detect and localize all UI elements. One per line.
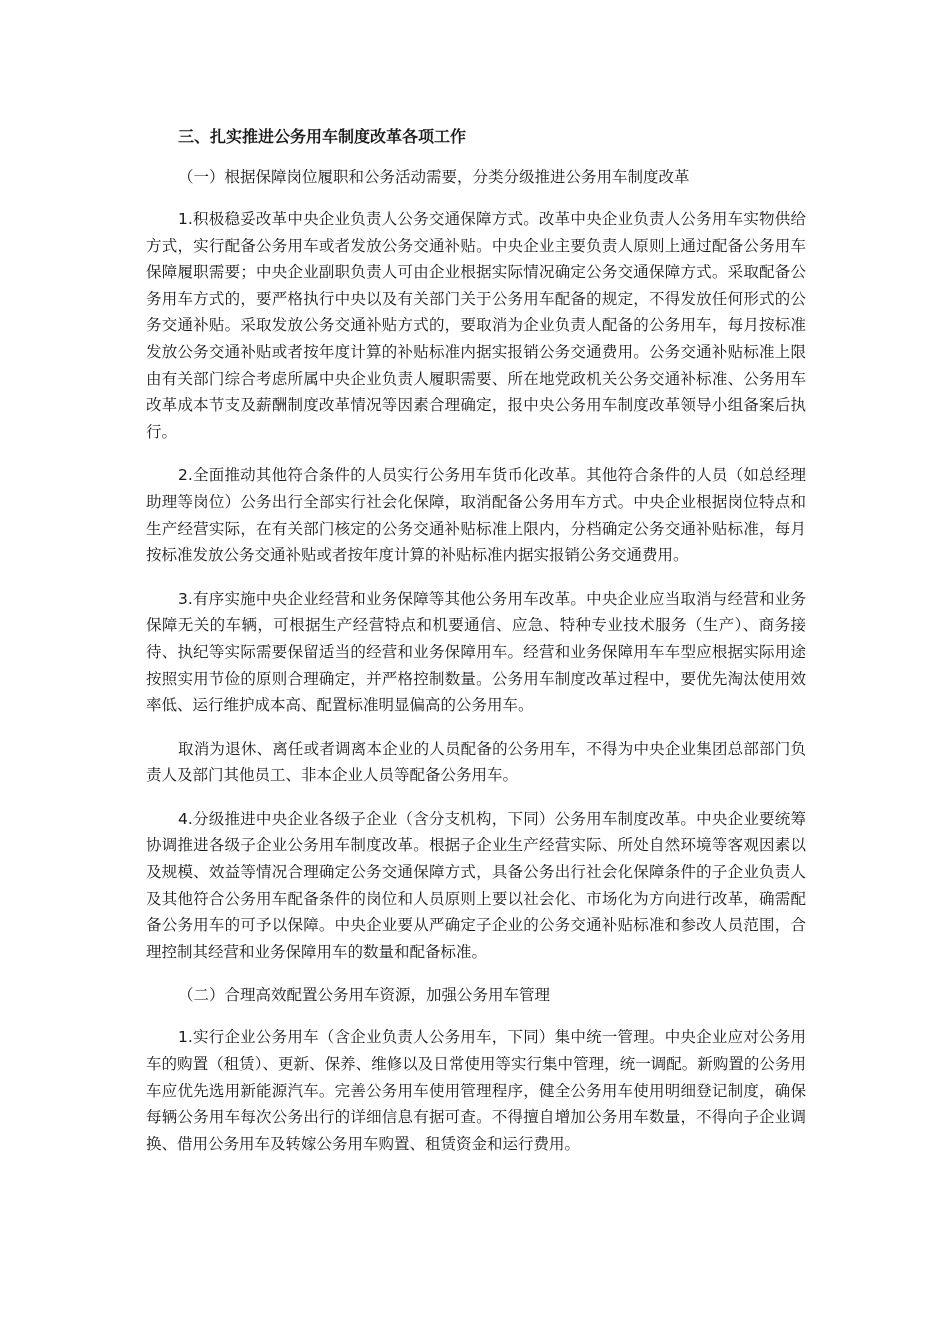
paragraph-1: 1.积极稳妥改革中央企业负责人公务交通保障方式。改革中央企业负责人公务用车实物供给方式，实行配备公务用车或者发放公务交通补贴。中央企业主要负责人原则上通过配备公务用车保障履职需要；中央企业副职负责人可由企业根据实际情况确定公务交通保障方式。采取配备公务用车方式的，要严格执行中央以及有关部门关于公务用车配备的规定，不得发放任何形式的公务交通补贴。采取发放公务交通补贴方式的，要取消为企业负责人配备的公务用车，每月按标准发放公务交通补贴或者按年度计算的补贴标准内据实报销公务交通费用。公务交通补贴标准上限由有关部门综合考虑所属中央企业负责人履职需要、所在地党政机关公务交通补标准、公务用车改革成本节支及薪酬制度改革情况等因素合理确定，报中央公务用车制度改革领导小组备案后执行。 (146, 210, 806, 441)
paragraph-6: 1.实行企业公务用车（含企业负责人公务用车，下同）集中统一管理。中央企业应对公务用车的购置（租赁）、更新、保养、维修以及日常使用等实行集中管理，统一调配。新购置的公务用车应优先选用新能源汽车。完善公务用车使用管理程序，健全公务用车使用明细登记制度，确保每辆公务用车每次公务出行的详细信息有据可查。不得擅自增加公务用车数量，不得向子企业调换、借用公务用车及转嫁公务用车购置、租赁资金和运行费用。 (146, 1028, 806, 1153)
document-page (146, 124, 806, 1174)
subsection-heading-1: （一）根据保障岗位履职和公务活动需要，分类分级推进公务用车制度改革 (178, 168, 690, 186)
paragraph-2: 2.全面推动其他符合条件的人员实行公务用车货币化改革。其他符合条件的人员（如总经理助理等岗位）公务出行全部实行社会化保障，取消配备公务用车方式。中央企业根据岗位特点和生产经营实际，在有关部门核定的公务交通补贴标准上限内，分档确定公务交通补贴标准，每月按标准发放公务交通补贴或者按年度计算的补贴标准内据实报销公务交通费用。 (146, 466, 806, 565)
paragraph-4: 取消为退休、离任或者调离本企业的人员配备的公务用车，不得为中央企业集团总部部门负责人及部门其他员工、非本企业人员等配备公务用车。 (146, 739, 806, 785)
subsection-heading-2: （二）合理高效配置公务用车资源，加强公务用车管理 (178, 986, 551, 1005)
paragraph-5: 4.分级推进中央企业各级子企业（含分支机构，下同）公务用车制度改革。中央企业要统筹协调推进各级子企业公务用车制度改革。根据子企业生产经营实际、所处自然环境等客观因素以及规模、效益等情况合理确定公务交通保障方式，具备公务出行社会化保障条件的子企业负责人及其他符合公务用车配备条件的岗位和人员原则上要以社会化、市场化为方向进行改革，确需配备公务用车的可予以保障。中央企业要从严确定子企业的公务交通补贴标准和参改人员范围，合理控制其经营和业务保障用车的数量和配备标准。 (146, 809, 806, 961)
section-heading: 三、扎实推进公务用车制度改革各项工作 (178, 127, 467, 146)
paragraph-3: 3.有序实施中央企业经营和业务保障等其他公务用车改革。中央企业应当取消与经营和业务保障无关的车辆，可根据生产经营特点和机要通信、应急、特种专业技术服务（生产）、商务接待、执纪等实际需要保留适当的经营和业务保障用车。经营和业务保障用车车型应根据实际用途按照实用节俭的原则合理确定，并严格控制数量。公务用车制度改革过程中，要优先淘汰使用效率低、运行维护成本高、配置标准明显偏高的公务用车。 (146, 589, 806, 715)
